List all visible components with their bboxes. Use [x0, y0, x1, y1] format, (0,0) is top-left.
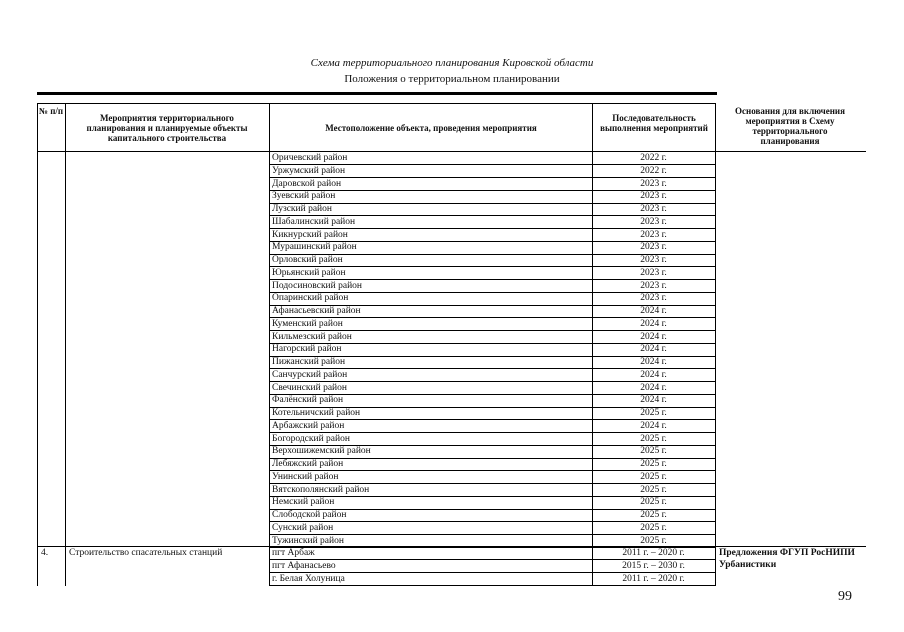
header-sequence: Последовательность выполнения мероприятий [600, 113, 708, 133]
basis-text-line2: Урбанистики [719, 560, 777, 570]
sequence-cell: 2024 г. [640, 395, 667, 406]
location-cell: Лебяжский район [272, 459, 344, 469]
sequence-cell: 2025 г. [640, 484, 667, 495]
location-cell: Орловский район [272, 255, 343, 265]
sequence-cell: 2025 г. [640, 535, 667, 546]
sequence-cell: 2023 г. [640, 178, 667, 189]
measure-text: Строительство спасательных станций [69, 548, 223, 558]
sequence-cell: 2024 г. [640, 382, 667, 393]
sequence-cell: 2011 г. – 2020 г. [622, 573, 685, 584]
document-subtitle: Положения о территориальном планировании [344, 73, 560, 85]
sequence-cell: 2023 г. [640, 267, 667, 278]
header-location: Местоположение объекта, проведения мероприятия [325, 123, 537, 133]
row-divider [269, 585, 716, 586]
location-cell: Богородский район [272, 433, 350, 444]
location-cell: Опаринский район [272, 293, 349, 304]
location-cell: Сунский район [272, 522, 334, 533]
location-cell: Немский район [272, 497, 335, 508]
sequence-cell: 2023 г. [640, 293, 667, 304]
sequence-cell: 2025 г. [640, 497, 667, 508]
sequence-cell: 2023 г. [640, 191, 667, 202]
sequence-cell: 2023 г. [640, 204, 667, 214]
location-cell: Арбажский район [272, 420, 345, 431]
sequence-cell: 2024 г. [640, 306, 667, 316]
sequence-cell: 2024 г. [640, 344, 667, 355]
location-cell: Даровской район [272, 178, 342, 189]
sequence-cell: 2025 г. [640, 433, 667, 444]
col-divider-1 [65, 103, 66, 586]
location-cell: Верхошижемский район [272, 446, 371, 457]
sequence-cell: 2025 г. [640, 459, 667, 469]
location-cell: пгт Арбаж [272, 548, 315, 558]
sequence-cell: 2023 г. [640, 255, 667, 265]
location-cell: Пижанский район [272, 357, 346, 367]
location-cell: Шабалинский район [272, 216, 356, 227]
page-number: 99 [838, 589, 852, 604]
sequence-cell: 2025 г. [640, 510, 667, 520]
sequence-cell: 2023 г. [640, 229, 667, 240]
location-cell: Зуевский район [272, 191, 336, 202]
location-cell: Санчурский район [272, 369, 348, 380]
location-cell: Кикнурский район [272, 229, 348, 240]
sequence-cell: 2024 г. [640, 369, 667, 380]
location-cell: Слободской район [272, 510, 347, 520]
location-cell: Фалёнский район [272, 395, 344, 406]
location-cell: Лузский район [272, 204, 332, 214]
location-cell: Оричевский район [272, 153, 348, 163]
sequence-cell: 2023 г. [640, 280, 667, 291]
header-num: № п/п [38, 106, 64, 116]
location-cell: Мурашинский район [272, 242, 357, 253]
sequence-cell: 2025 г. [640, 446, 667, 457]
location-cell: Вятскополянский район [272, 484, 370, 495]
location-cell: Афанасьевский район [272, 306, 361, 316]
location-cell: Свечинский район [272, 382, 347, 393]
location-cell: Унинский район [272, 471, 339, 482]
basis-text-line1: Предложения ФГУП РосНИПИ [719, 548, 855, 558]
sequence-cell: 2024 г. [640, 318, 667, 329]
sequence-cell: 2023 г. [640, 216, 667, 227]
sequence-cell: 2025 г. [640, 522, 667, 533]
sequence-cell: 2024 г. [640, 331, 667, 342]
location-cell: Кильмезский район [272, 331, 352, 342]
table-border-left [37, 103, 38, 586]
header-top-border [37, 103, 715, 104]
row-number: 4. [41, 548, 49, 558]
planning-table [37, 103, 866, 586]
header-rule [37, 92, 717, 95]
sequence-cell: 2025 г. [640, 471, 667, 482]
col-divider-4 [715, 103, 716, 586]
location-cell: пгт Афанасьево [272, 560, 336, 571]
sequence-cell: 2025 г. [640, 408, 667, 418]
location-cell: Тужинский район [272, 535, 344, 546]
location-cell: г. Белая Холуница [272, 573, 345, 584]
sequence-cell: 2015 г. – 2030 г. [622, 560, 685, 571]
location-cell: Подосиновский район [272, 280, 362, 291]
header-basis: Основания для включения мероприятия в Схему территориального планирования [735, 106, 845, 146]
sequence-cell: 2024 г. [640, 357, 667, 367]
location-cell: Юрьянский район [272, 267, 346, 278]
location-cell: Котельничский район [272, 408, 361, 418]
sequence-cell: 2024 г. [640, 420, 667, 431]
sequence-cell: 2022 г. [640, 153, 667, 163]
location-cell: Куменский район [272, 318, 343, 329]
sequence-cell: 2023 г. [640, 242, 667, 253]
location-cell: Нагорский район [272, 344, 342, 355]
sequence-cell: 2022 г. [640, 165, 667, 176]
location-cell: Уржумский район [272, 165, 346, 176]
document-title: Схема территориального планирования Кировской области [310, 57, 594, 69]
sequence-cell: 2011 г. – 2020 г. [622, 548, 685, 558]
header-measures: Мероприятия территориального планирования и планируемые объекты капитального строительства [86, 113, 248, 143]
